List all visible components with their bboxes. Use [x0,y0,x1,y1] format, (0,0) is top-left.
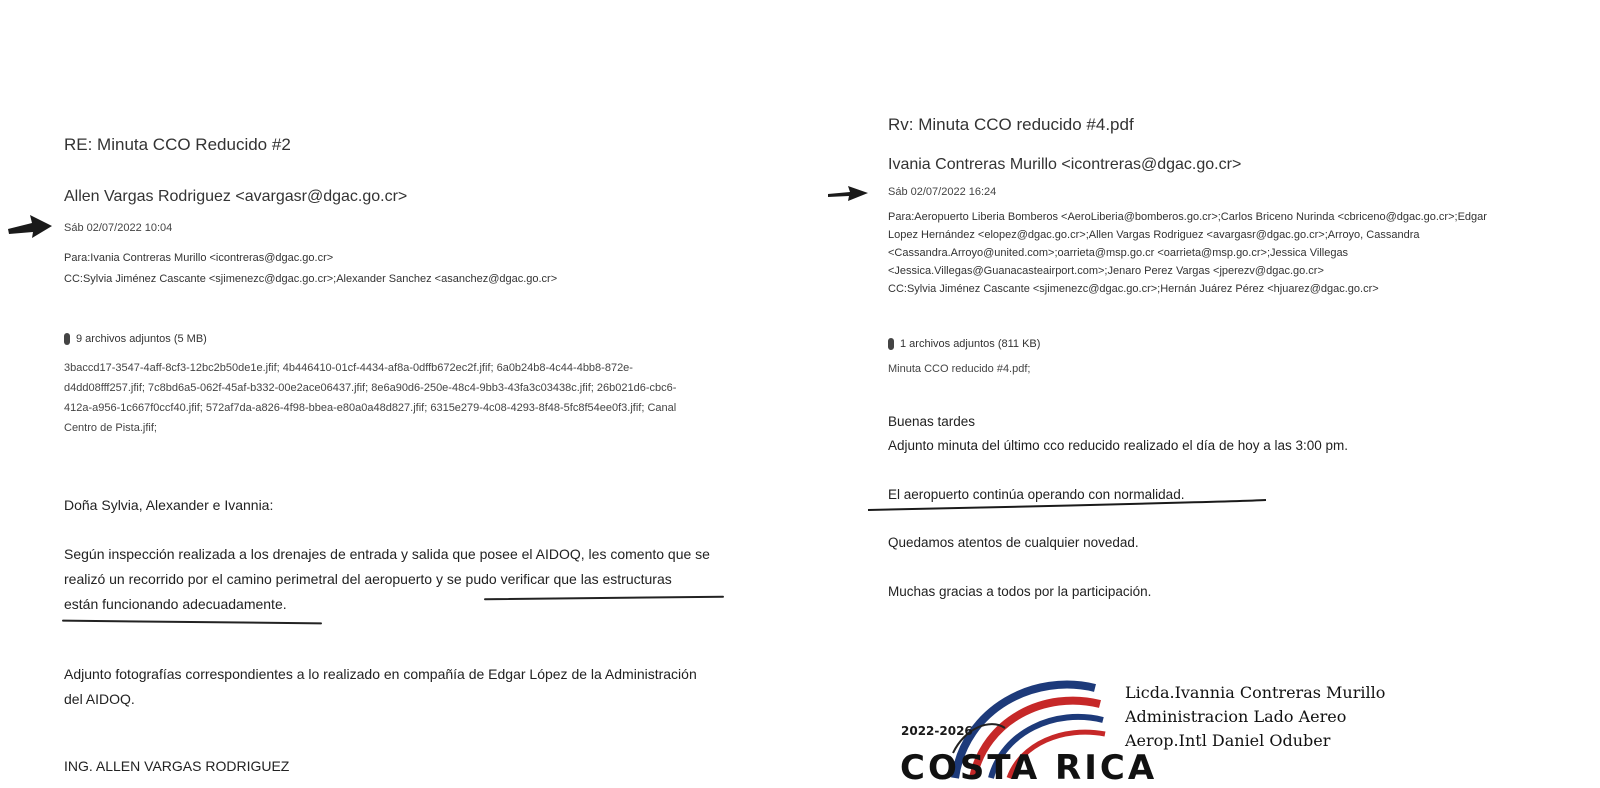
body-line: Buenas tardes [888,414,976,429]
paragraph-line: Según inspección realizada a los drenajes de entrada y salida que posee el AIDOQ, les comento que se [64,546,710,562]
signature-block [1125,681,1385,753]
attachment-line: Centro de Pista.jfif; [64,422,157,434]
attachments-summary-text: 9 archivos adjuntos (5 MB) [76,333,207,345]
logo-name: COSTA RICA [900,748,1158,788]
handwritten-underline [866,496,1270,516]
signature-line: Administracion Lado Aereo [1125,707,1347,726]
email-recipients [888,208,1487,298]
body-line: Adjunto minuta del último cco reducido realizado el día de hoy a las 3:00 pm. [888,438,1349,453]
attachments-summary[interactable] [64,333,207,345]
paperclip-icon [888,338,894,350]
body-line: Muchas gracias a todos por la participación. [888,584,1152,599]
email-greeting: Doña Sylvia, Alexander e Ivannia: [64,497,274,513]
email-date: Sáb 02/07/2022 16:24 [888,186,997,198]
signature-line: Aerop.Intl Daniel Oduber [1125,731,1331,750]
body-line: El aeropuerto continúa operando con normalidad. [888,487,1185,502]
recipient-line: <Cassandra.Arroyo@united.com>;oarrieta@msp.go.cr <oarrieta@msp.go.cr>;Jessica Villegas [888,247,1349,259]
email-paragraph-1 [64,542,710,617]
costa-rica-logo [895,668,1158,788]
paragraph-line: Adjunto fotografías correspondientes a lo realizado en compañía de Edgar López de la Administración [64,666,697,682]
email-paragraph-2 [64,662,697,712]
paperclip-icon [64,333,70,345]
attachments-summary[interactable] [888,338,1040,350]
arrow-right-icon [826,182,870,204]
attachment-file[interactable]: Minuta CCO reducido #4.pdf; [888,363,1031,375]
recipient-line: <Jessica.Villegas@Guanacasteairport.com>;Jenaro Perez Vargas <jperezv@dgac.go.cr> [888,265,1324,277]
email-subject: RE: Minuta CCO Reducido #2 [64,135,291,154]
email-to: Para:Ivania Contreras Murillo <icontreras@dgac.go.cr> [64,252,334,264]
arrow-right-icon [6,211,54,241]
attachment-line: d4dd08fff257.jfif; 7c8bd6a5-062f-45af-b332-00e2ace06437.jfif; 8e6a90d6-250e-48c4-9bb3-43fa3c03438c.jfif; 26b021d6-cbc6- [64,382,677,394]
logo-year: 2022-2026 [901,724,973,738]
attachment-list[interactable] [64,358,764,438]
attachment-line: 412a-a956-1c667f0ccf40.jfif; 572af7da-a826-4f98-bbea-e80a0a48d827.jfif; 6315e279-4c08-4293-8f48-5fc8f54ee0f3.jfif; Canal [64,402,677,414]
recipient-line: Lopez Hernández <elopez@dgac.go.cr>;Allen Vargas Rodriguez <avargasr@dgac.go.cr>;Arroyo, Cassandra [888,229,1420,241]
email-cc: CC:Sylvia Jiménez Cascante <sjimenezc@dgac.go.cr>;Alexander Sanchez <asanchez@dgac.go.cr> [64,273,558,285]
attachment-line: 3baccd17-3547-4aff-8cf3-12bc2b50de1e.jfif; 4b446410-01cf-4434-af8a-0dffb672ec2f.jfif; 6a0b24b8-4c44-4bb8-872e- [64,362,633,374]
email-sender[interactable]: Ivania Contreras Murillo <icontreras@dgac.go.cr> [888,156,1242,173]
recipient-line: Para:Aeropuerto Liberia Bomberos <AeroLiberia@bomberos.go.cr>;Carlos Briceno Nurinda <cbriceno@dgac.go.cr>;Edgar [888,211,1487,223]
recipient-line: CC:Sylvia Jiménez Cascante <sjimenezc@dgac.go.cr>;Hernán Juárez Pérez <hjuarez@dgac.go.cr> [888,283,1379,295]
body-line: Quedamos atentos de cualquier novedad. [888,535,1139,550]
email-sender[interactable]: Allen Vargas Rodriguez <avargasr@dgac.go.cr> [64,188,408,205]
paragraph-line: están funcionando adecuadamente. [64,596,287,612]
handwritten-underline [62,620,322,625]
email-date: Sáb 02/07/2022 10:04 [64,222,173,234]
email-subject: Rv: Minuta CCO reducido #4.pdf [888,115,1134,134]
attachments-summary-text: 1 archivos adjuntos (811 KB) [900,338,1041,350]
email-signature: ING. ALLEN VARGAS RODRIGUEZ [64,758,290,774]
signature-line: Licda.Ivannia Contreras Murillo [1125,683,1386,702]
paragraph-line: del AIDOQ. [64,691,135,707]
paragraph-line: realizó un recorrido por el camino perimetral del aeropuerto y se pudo verificar que las estructuras [64,571,672,587]
